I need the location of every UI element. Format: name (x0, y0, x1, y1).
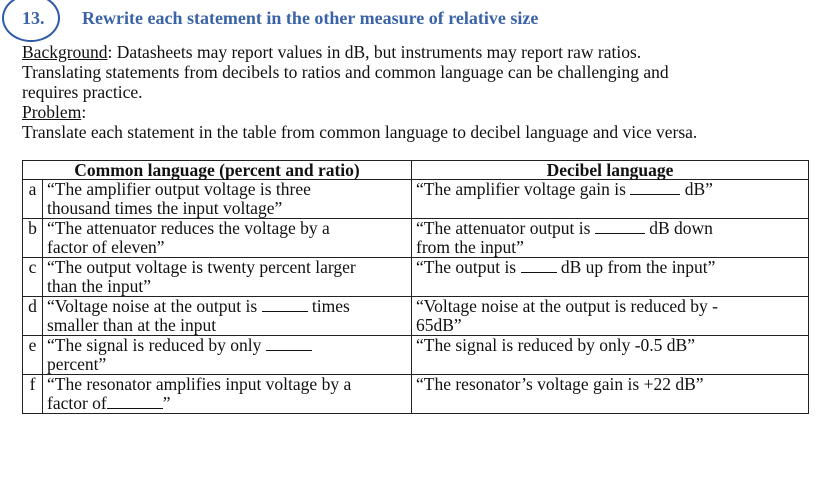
answer-blank[interactable] (630, 180, 680, 195)
problem-instruction: Translate each statement in the table from common language to decibel language and vice versa. (22, 122, 698, 142)
row-letter: b (23, 219, 43, 258)
row-letter: f (23, 375, 43, 414)
row-letter: a (23, 180, 43, 219)
background-line-3: requires practice. (22, 82, 143, 102)
row-letter: c (23, 258, 43, 297)
question-number: 13. (22, 8, 45, 28)
row-letter: e (23, 336, 43, 375)
header-decibel-language: Decibel language (412, 161, 809, 180)
answer-blank[interactable] (595, 219, 645, 234)
common-cell: “The signal is reduced by only percent” (43, 336, 412, 375)
decibel-cell: “The signal is reduced by only -0.5 dB” (412, 336, 809, 375)
background-line-1 (22, 42, 641, 62)
common-cell: “The output voltage is twenty percent larger than the input” (43, 258, 412, 297)
row-letter: d (23, 297, 43, 336)
decibel-cell: “Voltage noise at the output is reduced by - 65dB” (412, 297, 809, 336)
table-row (23, 336, 809, 375)
decibel-cell: “The resonator’s voltage gain is +22 dB” (412, 375, 809, 414)
common-cell: “The resonator amplifies input voltage by a factor of ” (43, 375, 412, 414)
answer-blank[interactable] (107, 394, 163, 409)
decibel-cell: “The output is dB up from the input” (412, 258, 809, 297)
answer-blank[interactable] (521, 258, 557, 273)
answer-blank[interactable] (262, 297, 308, 312)
conversion-table (22, 160, 809, 414)
background-line-2: Translating statements from decibels to ratios and common language can be challenging and (22, 62, 669, 82)
answer-blank[interactable] (266, 336, 312, 351)
decibel-cell: “The amplifier voltage gain is dB” (412, 180, 809, 219)
decibel-cell: “The attenuator output is dB down from the input” (412, 219, 809, 258)
common-cell: “The attenuator reduces the voltage by a factor of eleven” (43, 219, 412, 258)
background-label: Background (22, 42, 108, 62)
background-text: : Datasheets may report values in dB, but instruments may report raw ratios. (107, 42, 642, 62)
common-cell: “The amplifier output voltage is three thousand times the input voltage” (43, 180, 412, 219)
table-header-row (23, 161, 809, 180)
problem-label: Problem (22, 102, 82, 122)
question-title: Rewrite each statement in the other measure of relative size (82, 8, 539, 28)
table-row (23, 219, 809, 258)
header-common-language: Common language (percent and ratio) (23, 161, 412, 180)
table-row (23, 375, 809, 414)
table-row (23, 258, 809, 297)
table-row (23, 180, 809, 219)
problem-heading: Problem: (22, 102, 87, 122)
common-cell: “Voltage noise at the output is times smaller than at the input (43, 297, 412, 336)
table-row (23, 297, 809, 336)
